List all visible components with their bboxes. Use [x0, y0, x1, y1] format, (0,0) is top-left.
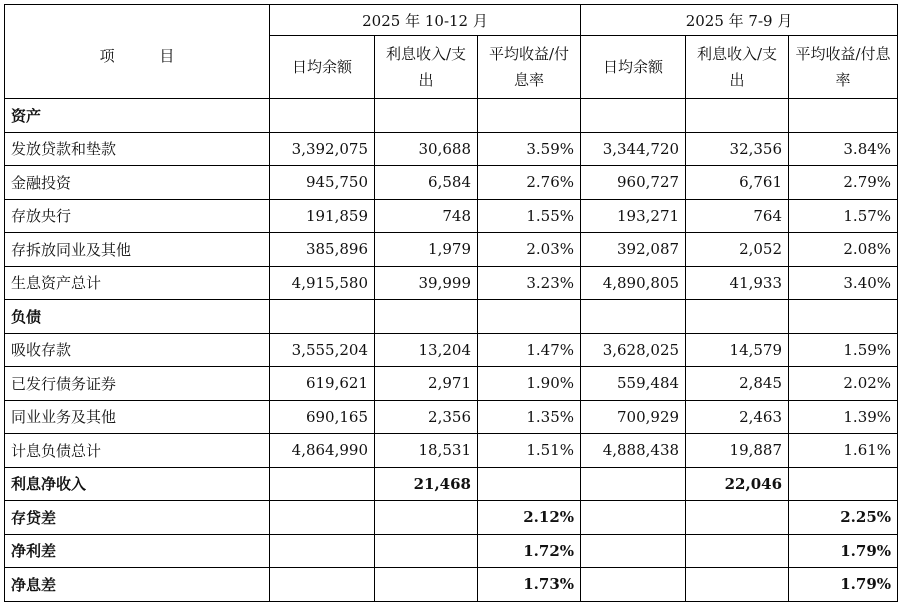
table-cell: 2.79% [789, 166, 898, 200]
table-cell: 21,468 [375, 467, 478, 501]
table-cell: 3.40% [789, 266, 898, 300]
table-cell: 191,859 [270, 199, 375, 233]
table-cell [270, 501, 375, 535]
row-label: 计息负债总计 [5, 434, 270, 468]
table-cell [686, 300, 789, 334]
table-cell [375, 300, 478, 334]
table-cell [478, 300, 581, 334]
table-cell: 748 [375, 199, 478, 233]
row-label: 存放央行 [5, 199, 270, 233]
table-row [5, 333, 898, 367]
table-cell: 3,628,025 [581, 333, 686, 367]
table-cell: 14,579 [686, 333, 789, 367]
table-cell: 19,887 [686, 434, 789, 468]
table-cell: 22,046 [686, 467, 789, 501]
table-cell: 6,761 [686, 166, 789, 200]
table-cell [686, 99, 789, 133]
col-header-avg-balance: 日均余额 [581, 36, 686, 99]
col-header-interest: 利息收入/支出 [686, 36, 789, 99]
table-cell: 3,555,204 [270, 333, 375, 367]
table-cell: 13,204 [375, 333, 478, 367]
table-cell: 2.25% [789, 501, 898, 535]
row-label: 资产 [5, 99, 270, 133]
table-cell: 945,750 [270, 166, 375, 200]
table-cell [478, 99, 581, 133]
table-cell [686, 568, 789, 602]
table-cell: 1.73% [478, 568, 581, 602]
row-label: 同业业务及其他 [5, 400, 270, 434]
row-label: 存贷差 [5, 501, 270, 535]
table-cell: 1.55% [478, 199, 581, 233]
item-column-header: 项 目 [5, 5, 270, 99]
table-cell: 18,531 [375, 434, 478, 468]
table-cell [478, 467, 581, 501]
table-cell: 2.76% [478, 166, 581, 200]
table-cell: 4,864,990 [270, 434, 375, 468]
col-header-avg-balance: 日均余额 [270, 36, 375, 99]
table-cell: 2,971 [375, 367, 478, 401]
table-cell [270, 99, 375, 133]
table-cell: 3.59% [478, 132, 581, 166]
table-cell: 2,845 [686, 367, 789, 401]
table-cell: 32,356 [686, 132, 789, 166]
row-label: 吸收存款 [5, 333, 270, 367]
table-cell: 1.90% [478, 367, 581, 401]
table-cell: 2,356 [375, 400, 478, 434]
table-row [5, 367, 898, 401]
table-cell [375, 534, 478, 568]
row-label: 净息差 [5, 568, 270, 602]
table-row [5, 400, 898, 434]
table-cell: 1.72% [478, 534, 581, 568]
table-cell [789, 467, 898, 501]
table-cell [270, 568, 375, 602]
table-cell [581, 568, 686, 602]
table-cell: 2.02% [789, 367, 898, 401]
row-label: 已发行债务证券 [5, 367, 270, 401]
col-header-interest: 利息收入/支出 [375, 36, 478, 99]
table-cell [375, 568, 478, 602]
table-cell: 2.08% [789, 233, 898, 267]
table-cell: 1.79% [789, 534, 898, 568]
col-header-rate: 平均收益/付息率 [478, 36, 581, 99]
period-header-q4: 2025 年 10-12 月 [270, 5, 581, 36]
table-row [5, 166, 898, 200]
table-cell: 2.03% [478, 233, 581, 267]
table-row [5, 501, 898, 535]
table-cell [270, 534, 375, 568]
table-row [5, 266, 898, 300]
table-cell: 392,087 [581, 233, 686, 267]
row-label: 利息净收入 [5, 467, 270, 501]
table-cell: 3,344,720 [581, 132, 686, 166]
table-row [5, 300, 898, 334]
table-cell: 1.61% [789, 434, 898, 468]
table-cell: 1.79% [789, 568, 898, 602]
row-label: 发放贷款和垫款 [5, 132, 270, 166]
table-cell: 6,584 [375, 166, 478, 200]
table-cell: 2,052 [686, 233, 789, 267]
table-row [5, 467, 898, 501]
table-cell: 1.39% [789, 400, 898, 434]
table-cell [581, 467, 686, 501]
table-cell: 39,999 [375, 266, 478, 300]
table-cell [789, 300, 898, 334]
row-label: 存拆放同业及其他 [5, 233, 270, 267]
table-cell [581, 300, 686, 334]
table-cell [270, 467, 375, 501]
row-label: 金融投资 [5, 166, 270, 200]
table-row [5, 534, 898, 568]
table-body [5, 99, 898, 602]
header-row-periods [5, 5, 898, 36]
table-cell [581, 99, 686, 133]
table-cell: 4,890,805 [581, 266, 686, 300]
table-cell: 30,688 [375, 132, 478, 166]
table-row [5, 568, 898, 602]
table-row [5, 434, 898, 468]
table-row [5, 233, 898, 267]
table-cell: 4,888,438 [581, 434, 686, 468]
table-cell: 3,392,075 [270, 132, 375, 166]
table-cell [375, 99, 478, 133]
table-cell: 1,979 [375, 233, 478, 267]
col-header-rate: 平均收益/付息率 [789, 36, 898, 99]
table-cell [581, 534, 686, 568]
table-cell: 2,463 [686, 400, 789, 434]
table-cell [789, 99, 898, 133]
table-row [5, 99, 898, 133]
table-cell [375, 501, 478, 535]
table-cell: 1.59% [789, 333, 898, 367]
table-cell: 4,915,580 [270, 266, 375, 300]
table-cell: 690,165 [270, 400, 375, 434]
row-label: 生息资产总计 [5, 266, 270, 300]
table-cell: 1.47% [478, 333, 581, 367]
period-header-q3: 2025 年 7-9 月 [581, 5, 898, 36]
table-cell: 3.23% [478, 266, 581, 300]
table-cell [581, 501, 686, 535]
table-cell: 3.84% [789, 132, 898, 166]
table-cell: 2.12% [478, 501, 581, 535]
table-cell: 41,933 [686, 266, 789, 300]
table-cell: 193,271 [581, 199, 686, 233]
row-label: 负债 [5, 300, 270, 334]
table-cell [270, 300, 375, 334]
table-cell: 1.51% [478, 434, 581, 468]
table-cell: 764 [686, 199, 789, 233]
table-cell [686, 501, 789, 535]
interest-income-table [4, 4, 898, 602]
table-cell: 385,896 [270, 233, 375, 267]
table-cell: 559,484 [581, 367, 686, 401]
table-cell: 1.57% [789, 199, 898, 233]
table-cell: 619,621 [270, 367, 375, 401]
table-cell: 700,929 [581, 400, 686, 434]
table-row [5, 132, 898, 166]
table-cell: 1.35% [478, 400, 581, 434]
table-cell: 960,727 [581, 166, 686, 200]
row-label: 净利差 [5, 534, 270, 568]
table-cell [686, 534, 789, 568]
table-row [5, 199, 898, 233]
